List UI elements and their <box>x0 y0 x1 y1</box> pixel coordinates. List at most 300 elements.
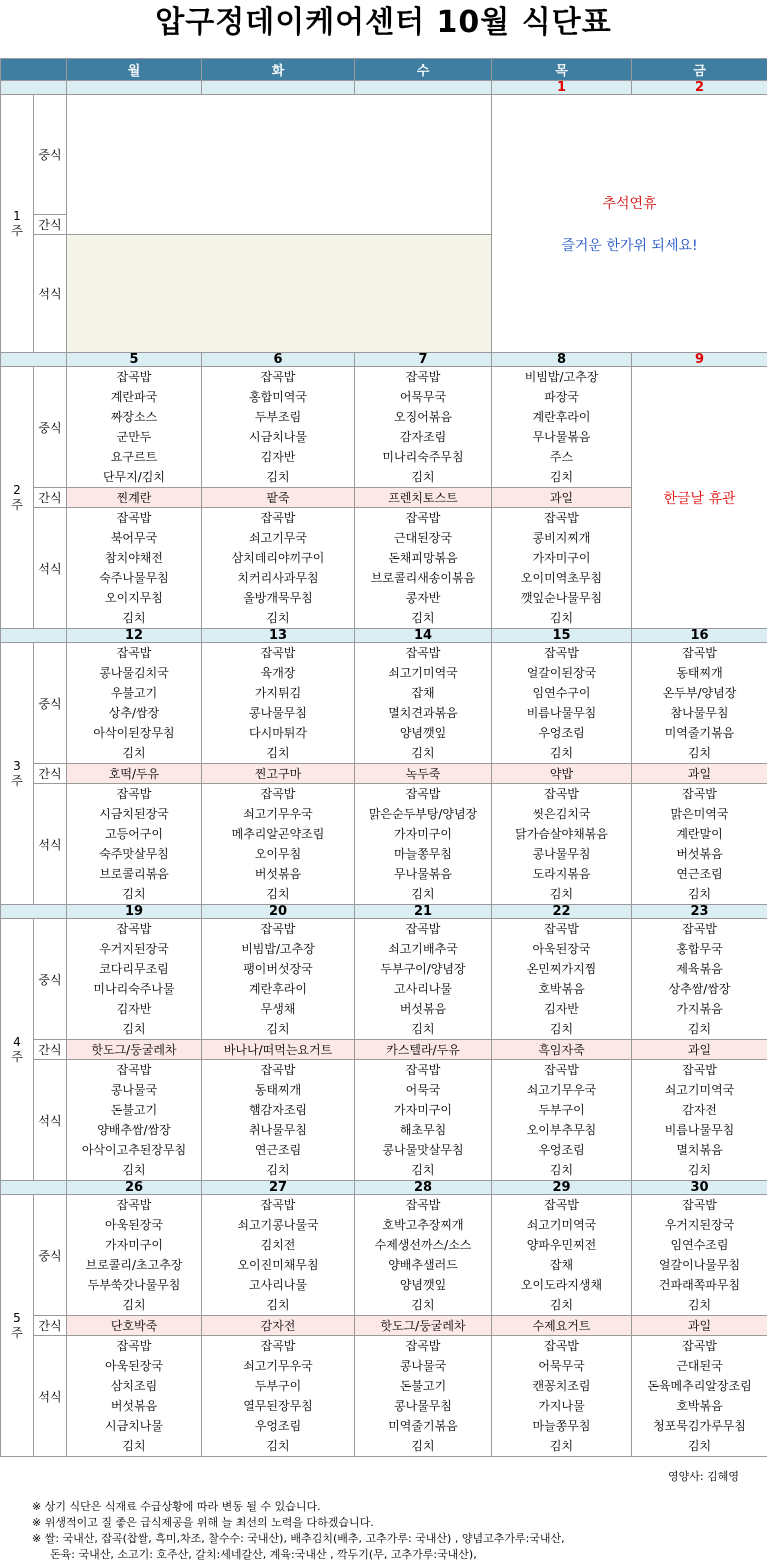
menu-item: 김자반 <box>260 450 296 464</box>
date-cell: 6 <box>202 353 355 367</box>
menu-item: 미역줄기볶음 <box>388 1419 458 1433</box>
holiday-cell <box>492 95 767 353</box>
menu-item: 온두부/양념장 <box>662 686 737 700</box>
menu-item: 숙주나물무침 <box>99 571 169 585</box>
menu-item: 주스 <box>549 450 574 464</box>
menu-item: 잡곡밥 <box>682 646 717 660</box>
dinner-cell <box>492 1060 632 1181</box>
menu-item: 잡채 <box>549 1258 574 1272</box>
date-cell: 9 <box>632 353 767 367</box>
menu-item: 온민찌가지찜 <box>526 962 597 976</box>
menu-item: 돈불고기 <box>399 1379 447 1393</box>
lunch-cell <box>67 1195 202 1316</box>
menu-item: 김치 <box>549 611 574 625</box>
menu-item: 쇠고기콩나물국 <box>237 1218 319 1232</box>
menu-item: 오이도라지생채 <box>520 1278 603 1292</box>
menu-item: 잡곡밥 <box>544 922 579 936</box>
menu-item: 미역줄기볶음 <box>664 726 735 740</box>
date-cell: 19 <box>67 905 202 919</box>
dinner-cell <box>632 1060 767 1181</box>
meal-label-snack: 간식 <box>34 215 67 235</box>
menu-item: 군만두 <box>116 430 152 444</box>
date-cell: 5 <box>67 353 202 367</box>
menu-item: 두부조림 <box>254 410 302 424</box>
menu-item: 감자전 <box>682 1103 717 1117</box>
date-row-corner <box>1 353 67 367</box>
snack-cell: 과일 <box>492 488 632 508</box>
menu-item: 계란후라이 <box>532 410 591 424</box>
snack-cell: 찐계란 <box>67 488 202 508</box>
menu-item: 잡곡밥 <box>116 922 152 936</box>
menu-item: 짜장소스 <box>110 410 158 424</box>
date-row-corner <box>1 81 67 95</box>
menu-item: 고사리나물 <box>394 982 452 996</box>
menu-item: 콩나물국 <box>399 1359 447 1373</box>
menu-item: 김치 <box>687 1163 712 1177</box>
dinner-cell <box>355 784 492 905</box>
lunch-cell <box>67 919 202 1040</box>
meal-label-dinner: 석식 <box>34 1336 67 1457</box>
empty-block <box>67 95 492 235</box>
menu-item: 아욱된장국 <box>105 1218 163 1232</box>
date-cell: 1 <box>492 81 632 95</box>
menu-item: 김치 <box>122 1439 146 1453</box>
snack-cell: 과일 <box>632 1316 767 1336</box>
menu-item: 잡곡밥 <box>260 646 296 660</box>
snack-cell: 찐고구마 <box>202 764 355 784</box>
menu-item: 김치 <box>122 611 146 625</box>
menu-item: 김치 <box>549 1022 574 1036</box>
meal-label-snack: 간식 <box>34 1316 67 1336</box>
menu-item: 김치 <box>122 1163 146 1177</box>
menu-item: 어묵무국 <box>399 390 447 404</box>
menu-item: 마늘쫑무침 <box>394 847 452 861</box>
menu-item: 콩나물맛살무침 <box>382 1143 464 1157</box>
menu-item: 쇠고기무우국 <box>243 807 313 821</box>
menu-table <box>0 58 767 1457</box>
menu-item: 씻은김치국 <box>532 807 591 821</box>
menu-item: 올방개묵무침 <box>243 591 313 605</box>
date-cell: 22 <box>492 905 632 919</box>
menu-item: 시금치나물 <box>105 1419 163 1433</box>
menu-item: 양념깻잎 <box>399 1278 447 1292</box>
menu-item: 김치 <box>122 1298 146 1312</box>
lunch-cell <box>202 1195 355 1316</box>
menu-item: 잡곡밥 <box>682 922 717 936</box>
menu-item: 햄감자조림 <box>249 1103 307 1117</box>
menu-item: 김치 <box>687 887 712 901</box>
menu-item: 잡곡밥 <box>682 787 717 801</box>
menu-item: 쇠고기미역국 <box>664 1083 735 1097</box>
lunch-cell <box>355 919 492 1040</box>
date-cell: 23 <box>632 905 767 919</box>
menu-item: 삼치데리야끼구이 <box>231 551 325 565</box>
snack-cell: 수제요거트 <box>492 1316 632 1336</box>
menu-item: 파장국 <box>544 390 579 404</box>
lunch-cell <box>492 367 632 488</box>
menu-item: 쇠고기무우국 <box>526 1083 597 1097</box>
menu-item: 어묵국 <box>405 1083 441 1097</box>
meal-label-snack: 간식 <box>34 1040 67 1060</box>
menu-item: 두부구이 <box>254 1379 302 1393</box>
date-cell: 8 <box>492 353 632 367</box>
week-label: 2 주 <box>1 367 34 629</box>
menu-item: 해초무침 <box>399 1123 447 1137</box>
date-row-corner <box>1 905 67 919</box>
menu-item: 김치 <box>411 746 435 760</box>
week-label: 1 주 <box>1 95 34 353</box>
dinner-cell <box>202 1336 355 1457</box>
menu-item: 김치 <box>266 887 290 901</box>
day-header: 금 <box>632 59 767 81</box>
dinner-cell <box>355 508 492 629</box>
menu-item: 수제생선까스/소스 <box>374 1238 472 1252</box>
menu-item: 김치 <box>411 1439 435 1453</box>
snack-cell: 카스텔라/두유 <box>355 1040 492 1060</box>
menu-item: 김치 <box>687 1439 712 1453</box>
menu-item: 우엉조림 <box>254 1419 302 1433</box>
menu-item: 닭가슴살야채볶음 <box>515 827 608 841</box>
menu-item: 아욱된장국 <box>532 942 591 956</box>
menu-item: 임연수구이 <box>532 686 591 700</box>
snack-cell: 흑임자죽 <box>492 1040 632 1060</box>
menu-item: 동태찌개 <box>676 666 723 680</box>
page-title: 압구정데이케어센터 10월 식단표 <box>155 5 612 40</box>
menu-item: 오이지무침 <box>105 591 163 605</box>
menu-item: 비름나물무침 <box>664 1123 735 1137</box>
date-cell: 27 <box>202 1181 355 1195</box>
menu-item: 김치 <box>411 1022 435 1036</box>
menu-item: 김치 <box>411 470 435 484</box>
menu-item: 맑은미역국 <box>670 807 729 821</box>
menu-item: 가지나물 <box>538 1399 585 1413</box>
menu-item: 연근조림 <box>676 867 723 881</box>
menu-item: 오이진미채무침 <box>237 1258 319 1272</box>
lunch-cell <box>202 367 355 488</box>
dinner-cell <box>492 1336 632 1457</box>
snack-cell: 팥죽 <box>202 488 355 508</box>
snack-cell: 감자전 <box>202 1316 355 1336</box>
menu-item: 맑은순두부탕/양념장 <box>368 807 478 821</box>
menu-item: 참나물무침 <box>670 706 729 720</box>
menu-item: 김치 <box>266 1439 290 1453</box>
menu-item: 호박볶음 <box>538 982 585 996</box>
menu-item: 김치 <box>549 887 574 901</box>
menu-item: 잡곡밥 <box>260 787 296 801</box>
dinner-cell <box>202 1060 355 1181</box>
menu-item: 잡곡밥 <box>544 787 579 801</box>
menu-item: 버섯볶음 <box>254 867 302 881</box>
menu-item: 잡곡밥 <box>544 1339 579 1353</box>
menu-item: 김치전 <box>260 1238 296 1252</box>
menu-item: 무생채 <box>260 1002 296 1016</box>
menu-item: 가지튀김 <box>254 686 302 700</box>
menu-item: 김치 <box>549 470 574 484</box>
menu-item: 육개장 <box>260 666 296 680</box>
day-header: 월 <box>67 59 202 81</box>
lunch-cell <box>632 643 767 764</box>
menu-item: 잡곡밥 <box>116 1339 152 1353</box>
menu-item: 잡곡밥 <box>260 1198 296 1212</box>
menu-item: 동태찌개 <box>254 1083 302 1097</box>
menu-item: 깻잎순나물무침 <box>520 591 603 605</box>
menu-item: 오이부추무침 <box>526 1123 597 1137</box>
menu-item: 무나물볶음 <box>394 867 452 881</box>
menu-item: 우엉조림 <box>538 1143 585 1157</box>
menu-item: 계란말이 <box>676 827 723 841</box>
menu-item: 쇠고기무우국 <box>243 1359 313 1373</box>
menu-item: 팽이버섯장국 <box>243 962 313 976</box>
date-cell: 15 <box>492 629 632 643</box>
menu-item: 비빔밥/고추장 <box>241 942 315 956</box>
menu-item: 상추쌈/쌈장 <box>668 982 731 996</box>
menu-item: 김치 <box>411 1298 435 1312</box>
dinner-cell <box>202 508 355 629</box>
menu-item: 근대된국 <box>676 1359 723 1373</box>
date-cell: 28 <box>355 1181 492 1195</box>
menu-item: 돈채피망볶음 <box>388 551 458 565</box>
holiday-message: 즐거운 한가위 되세요! <box>561 237 698 254</box>
menu-item: 콩나물무침 <box>394 1399 452 1413</box>
empty-block-dinner <box>67 235 492 353</box>
menu-item: 김치 <box>411 1163 435 1177</box>
menu-item: 잡곡밥 <box>260 1063 296 1077</box>
note-2: ※ 위생적이고 질 좋은 급식제공을 위해 늘 최선의 노력을 다하겠습니다. <box>32 1516 374 1529</box>
menu-item: 김치 <box>549 1439 574 1453</box>
date-cell: 20 <box>202 905 355 919</box>
menu-item: 시금치된장국 <box>99 807 169 821</box>
menu-item: 가자미구이 <box>532 551 591 565</box>
menu-item: 양배추샐러드 <box>388 1258 458 1272</box>
day-header: 화 <box>202 59 355 81</box>
menu-item: 코다리무조림 <box>99 962 169 976</box>
lunch-cell <box>632 1195 767 1316</box>
lunch-cell <box>492 919 632 1040</box>
menu-item: 연근조림 <box>254 1143 302 1157</box>
dinner-cell <box>355 1336 492 1457</box>
menu-item: 잡곡밥 <box>116 1063 152 1077</box>
meal-label-lunch: 중식 <box>34 95 67 215</box>
menu-item: 오징어볶음 <box>394 410 452 424</box>
header-corner <box>1 59 67 81</box>
menu-item: 잡곡밥 <box>116 511 152 525</box>
snack-cell: 핫도그/둥굴레차 <box>67 1040 202 1060</box>
menu-item: 김치 <box>122 887 146 901</box>
menu-item: 멸치볶음 <box>676 1143 723 1157</box>
menu-item: 잡곡밥 <box>260 922 296 936</box>
meal-label-snack: 간식 <box>34 764 67 784</box>
lunch-cell <box>355 1195 492 1316</box>
menu-item: 캔꽁치조림 <box>532 1379 591 1393</box>
dinner-cell <box>67 1336 202 1457</box>
snack-cell: 호떡/두유 <box>67 764 202 784</box>
date-cell <box>67 81 202 95</box>
menu-item: 우거지된장국 <box>99 942 169 956</box>
menu-item: 요구르트 <box>110 450 158 464</box>
snack-cell: 과일 <box>632 764 767 784</box>
menu-item: 시금치나물 <box>249 430 307 444</box>
meal-label-lunch: 중식 <box>34 919 67 1040</box>
dinner-cell <box>67 784 202 905</box>
menu-item: 잡곡밥 <box>405 1198 441 1212</box>
menu-item: 우거지된장국 <box>664 1218 735 1232</box>
meal-label-dinner: 석식 <box>34 235 67 353</box>
menu-item: 잡곡밥 <box>260 511 296 525</box>
menu-item: 김치 <box>266 611 290 625</box>
menu-item: 비름나물무침 <box>526 706 597 720</box>
meal-label-lunch: 중식 <box>34 643 67 764</box>
menu-item: 돈불고기 <box>110 1103 158 1117</box>
meal-label-dinner: 석식 <box>34 784 67 905</box>
menu-item: 가자미구이 <box>394 827 452 841</box>
meal-label-lunch: 중식 <box>34 1195 67 1316</box>
menu-item: 홍합무국 <box>676 942 723 956</box>
menu-item: 잡곡밥 <box>405 370 441 384</box>
menu-item: 잡곡밥 <box>682 1339 717 1353</box>
menu-item: 쇠고기무국 <box>249 531 307 545</box>
menu-item: 잡곡밥 <box>405 646 441 660</box>
menu-item: 아욱된장국 <box>105 1359 163 1373</box>
date-cell: 16 <box>632 629 767 643</box>
date-cell: 7 <box>355 353 492 367</box>
menu-item: 김치 <box>266 1298 290 1312</box>
menu-item: 잡곡밥 <box>405 1063 441 1077</box>
lunch-cell <box>492 643 632 764</box>
menu-item: 김치 <box>266 1022 290 1036</box>
menu-item: 가자미구이 <box>105 1238 163 1252</box>
meal-label-dinner: 석식 <box>34 508 67 629</box>
menu-item: 김치 <box>687 746 712 760</box>
menu-item: 김치 <box>266 470 290 484</box>
menu-item: 계란후라이 <box>249 982 307 996</box>
menu-item: 오이무침 <box>254 847 302 861</box>
week-label: 3 주 <box>1 643 34 905</box>
menu-item: 호박볶음 <box>676 1399 723 1413</box>
date-cell <box>355 81 492 95</box>
note-1: ※ 상기 식단은 식재료 수급상황에 따라 변동 될 수 있습니다. <box>32 1500 321 1513</box>
menu-item: 잡곡밥 <box>544 646 579 660</box>
menu-item: 숙주맛살무침 <box>99 847 169 861</box>
menu-item: 고사리나물 <box>249 1278 307 1292</box>
menu-item: 콩나물김치국 <box>99 666 169 680</box>
snack-cell: 약밥 <box>492 764 632 784</box>
dinner-cell <box>492 784 632 905</box>
menu-item: 돈육메추리알장조림 <box>647 1379 752 1393</box>
menu-item: 어묵무국 <box>538 1359 585 1373</box>
menu-item: 임연수조림 <box>670 1238 729 1252</box>
date-cell: 30 <box>632 1181 767 1195</box>
menu-item: 잡곡밥 <box>405 1339 441 1353</box>
menu-item: 잡곡밥 <box>116 1198 152 1212</box>
menu-item: 참치야채전 <box>105 551 163 565</box>
menu-item: 비빔밥/고추장 <box>524 370 599 384</box>
date-row-corner <box>1 629 67 643</box>
dinner-cell <box>632 784 767 905</box>
menu-item: 제육볶음 <box>676 962 723 976</box>
menu-item: 김치 <box>687 1298 712 1312</box>
date-cell: 12 <box>67 629 202 643</box>
day-header: 목 <box>492 59 632 81</box>
date-cell: 21 <box>355 905 492 919</box>
menu-item: 우불고기 <box>110 686 158 700</box>
menu-item: 잡곡밥 <box>405 922 441 936</box>
menu-item: 양념깻잎 <box>399 726 447 740</box>
menu-item: 무나물볶음 <box>532 430 591 444</box>
lunch-cell <box>632 919 767 1040</box>
menu-item: 김치 <box>411 887 435 901</box>
holiday-title: 추석연휴 <box>602 195 657 212</box>
menu-item: 홍합미역국 <box>249 390 307 404</box>
menu-item: 도라지볶음 <box>532 867 591 881</box>
menu-item: 잡곡밥 <box>260 370 296 384</box>
day-header: 수 <box>355 59 492 81</box>
menu-item: 잡곡밥 <box>544 1063 579 1077</box>
menu-item: 삼치조림 <box>110 1379 158 1393</box>
menu-item: 미나리숙주무침 <box>382 450 464 464</box>
dinner-cell <box>355 1060 492 1181</box>
dietitian: 영양사: 김혜영 <box>668 1470 739 1483</box>
menu-item: 쇠고기배추국 <box>388 942 458 956</box>
menu-item: 버섯볶음 <box>110 1399 158 1413</box>
menu-item: 브로콜리볶음 <box>99 867 169 881</box>
meal-label-dinner: 석식 <box>34 1060 67 1181</box>
date-cell: 13 <box>202 629 355 643</box>
menu-item: 잡곡밥 <box>405 787 441 801</box>
menu-item: 잡곡밥 <box>544 511 579 525</box>
date-row-corner <box>1 1181 67 1195</box>
snack-cell: 프렌치토스트 <box>355 488 492 508</box>
menu-item: 아삭이고추된장무침 <box>81 1143 187 1157</box>
menu-item: 김치 <box>266 1163 290 1177</box>
menu-item: 우엉조림 <box>538 726 585 740</box>
menu-item: 김치 <box>266 746 290 760</box>
menu-item: 김치 <box>411 611 435 625</box>
note-3: ※ 쌀: 국내산, 잡곡(찹쌀, 흑미,차조, 찰수수: 국내산), 배추김치(배추, 고추가루: 국내산) , 양념고추가루:국내산, <box>32 1532 565 1545</box>
week-label: 4 주 <box>1 919 34 1181</box>
dinner-cell <box>67 1060 202 1181</box>
lunch-cell <box>202 919 355 1040</box>
dinner-cell <box>67 508 202 629</box>
date-cell: 26 <box>67 1181 202 1195</box>
menu-item: 계란파국 <box>110 390 158 404</box>
menu-item: 김치 <box>549 1163 574 1177</box>
menu-item: 양배추쌈/쌈장 <box>97 1123 171 1137</box>
menu-item: 고등어구이 <box>105 827 163 841</box>
menu-item: 가자미구이 <box>394 1103 452 1117</box>
menu-item: 브로콜리/초고추장 <box>85 1258 183 1272</box>
menu-item: 다시마튀각 <box>249 726 307 740</box>
snack-cell: 단호박죽 <box>67 1316 202 1336</box>
menu-item: 버섯볶음 <box>399 1002 447 1016</box>
menu-item: 두부쑥갓나물무침 <box>87 1278 181 1292</box>
meal-label-snack: 간식 <box>34 488 67 508</box>
menu-item: 잡곡밥 <box>682 1063 717 1077</box>
menu-item: 오이미역초무침 <box>520 571 603 585</box>
menu-item: 근대된장국 <box>394 531 452 545</box>
menu-item: 두부구이 <box>538 1103 585 1117</box>
menu-item: 마늘쫑무침 <box>532 1419 591 1433</box>
dinner-cell <box>632 1336 767 1457</box>
menu-item: 잡곡밥 <box>405 511 441 525</box>
lunch-cell <box>355 367 492 488</box>
menu-item: 잡곡밥 <box>116 646 152 660</box>
menu-item: 두부구이/양념장 <box>380 962 466 976</box>
menu-item: 상추/쌈장 <box>108 706 160 720</box>
menu-item: 치커리사과무침 <box>237 571 319 585</box>
dinner-cell <box>492 508 632 629</box>
date-cell: 2 <box>632 81 767 95</box>
menu-item: 취나물무침 <box>249 1123 307 1137</box>
